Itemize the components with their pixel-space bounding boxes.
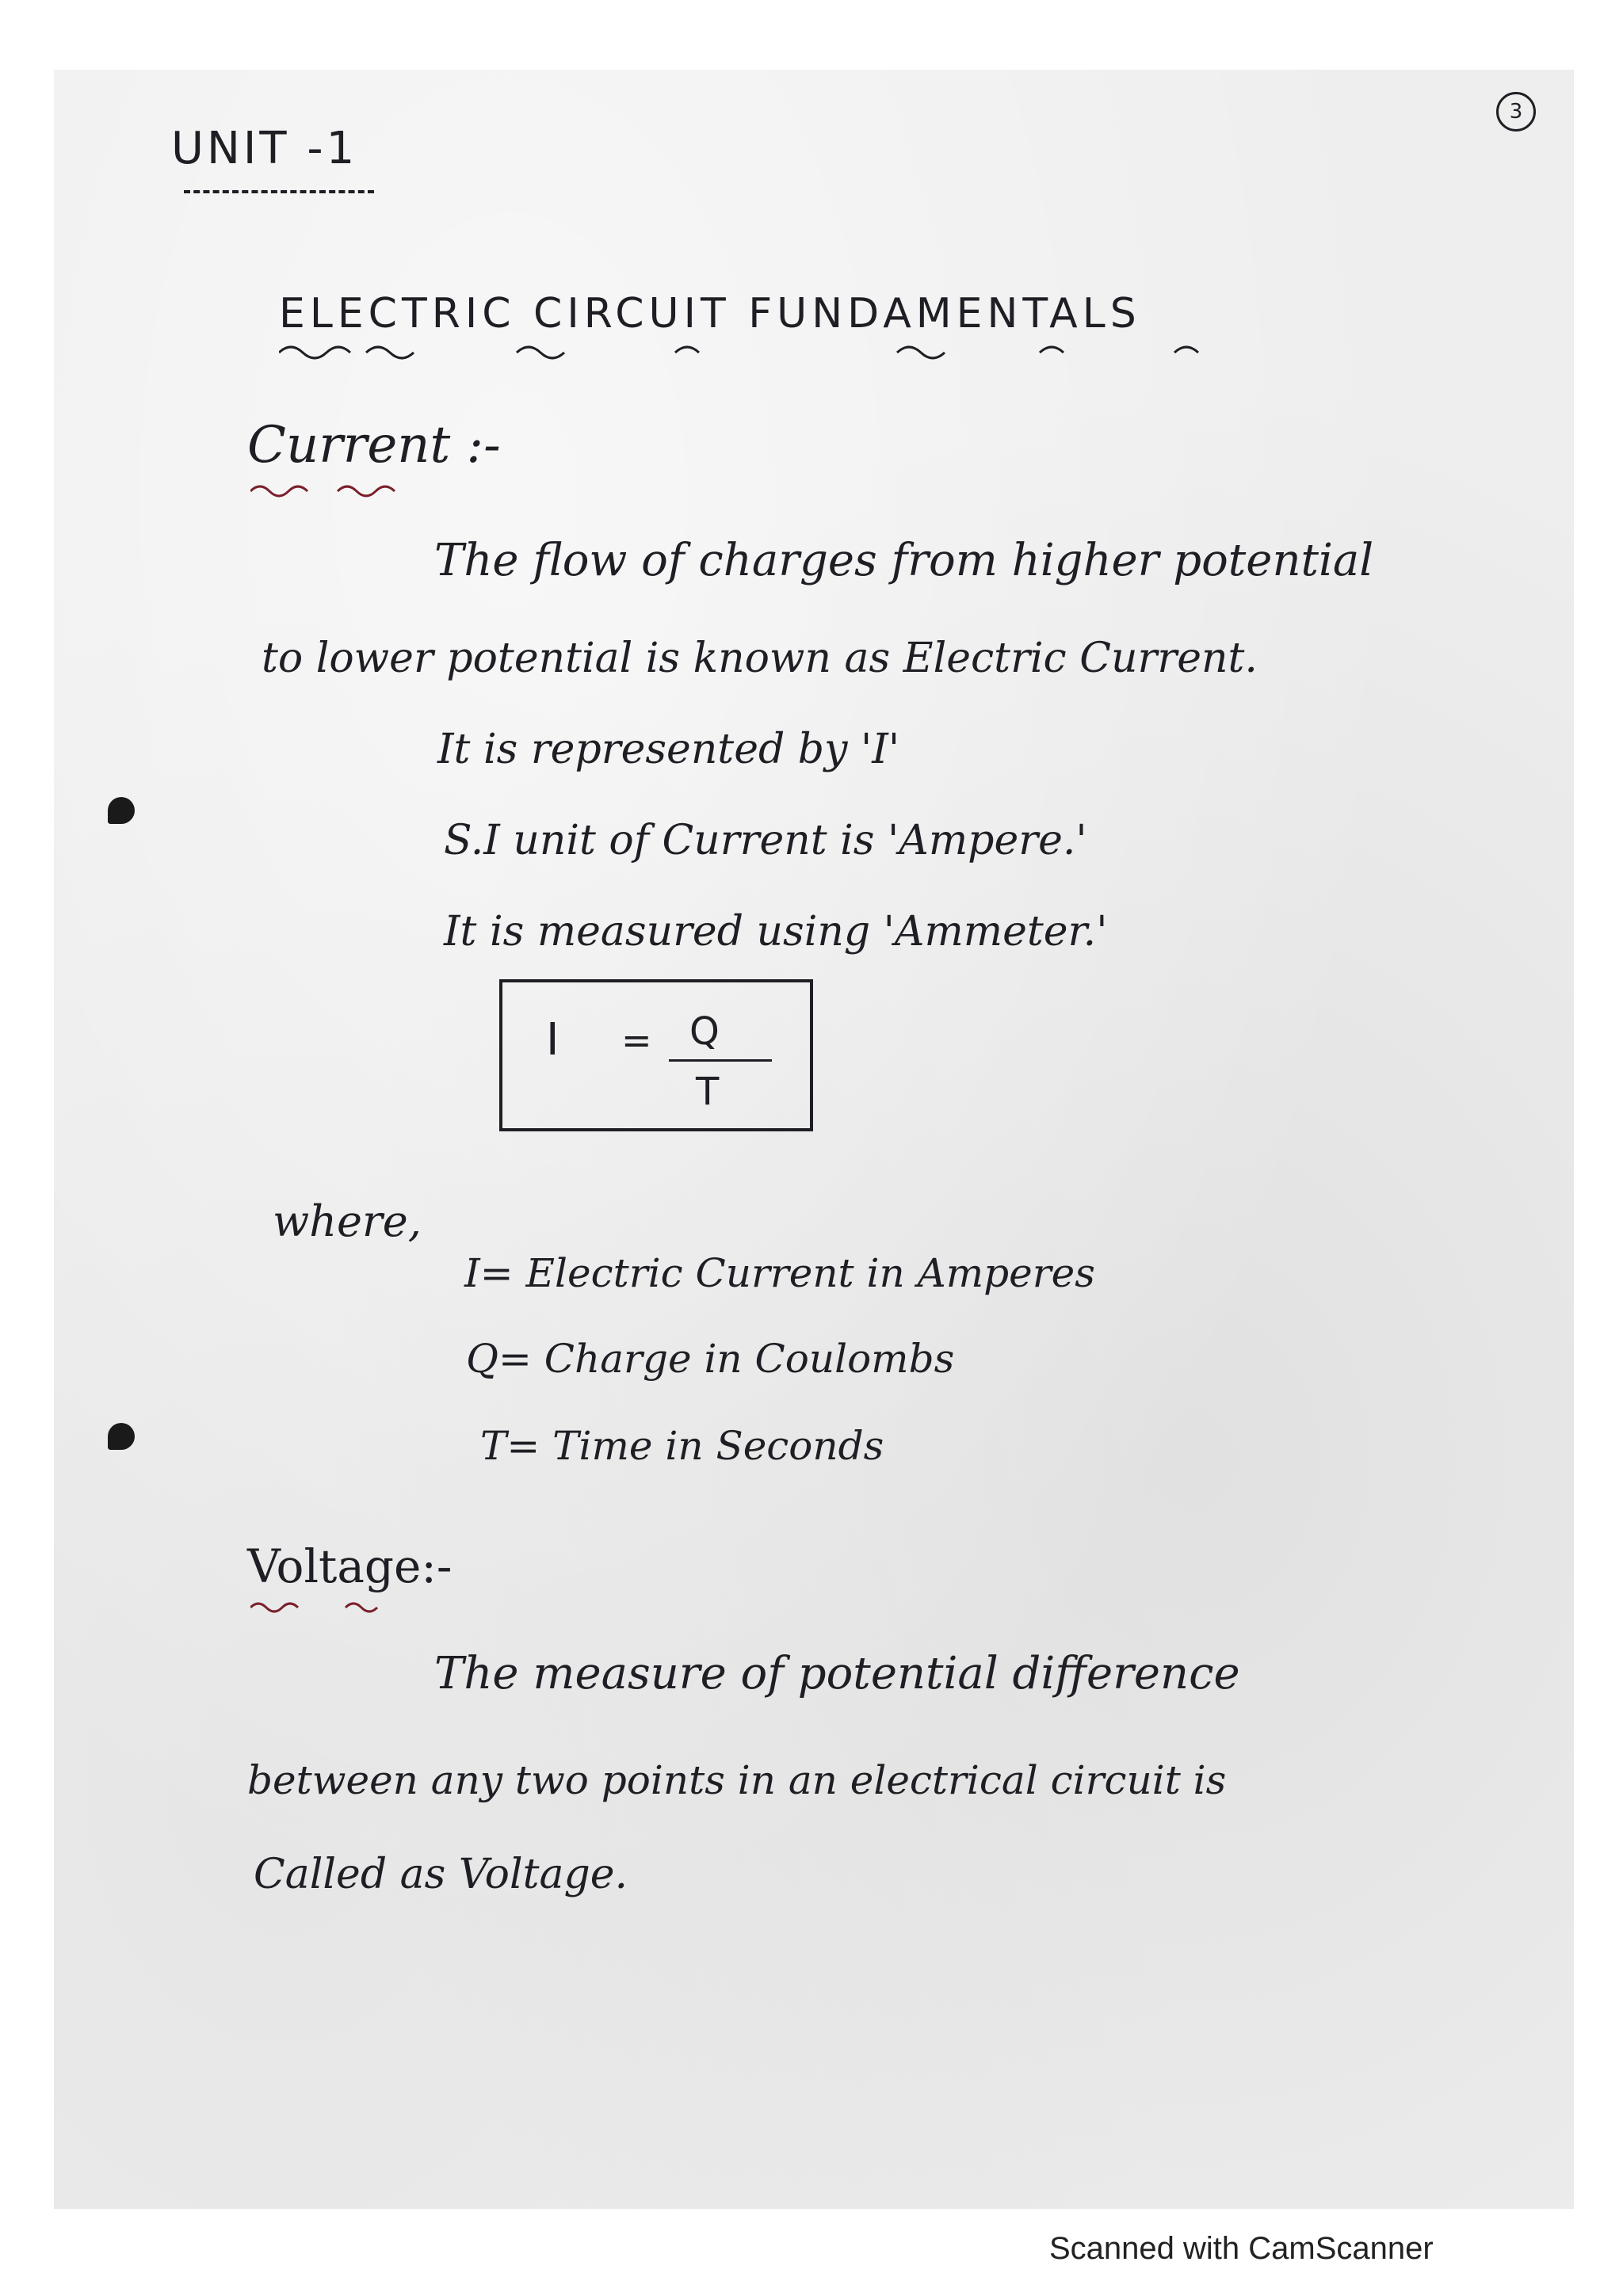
voltage-definition-line3: Called as Voltage. bbox=[254, 1851, 628, 1898]
voltage-definition-line2: between any two points in an electrical circuit is bbox=[247, 1757, 1227, 1803]
current-definition-line1: The flow of charges from higher potential bbox=[434, 535, 1374, 586]
current-point-represented: It is represented by 'I' bbox=[437, 726, 900, 773]
page-number: 3 bbox=[1509, 100, 1523, 124]
current-heading-squiggle bbox=[250, 479, 441, 503]
page-title: ELECTRIC CIRCUIT FUNDAMENTALS bbox=[279, 290, 1141, 338]
current-heading: Current :- bbox=[247, 416, 501, 475]
formula-fraction-bar bbox=[669, 1059, 772, 1062]
where-item: Q= Charge in Coulombs bbox=[466, 1336, 955, 1382]
where-item: T= Time in Seconds bbox=[480, 1423, 884, 1469]
scanner-watermark: Scanned with CamScanner bbox=[1049, 2231, 1434, 2266]
current-point-measured: It is measured using 'Ammeter.' bbox=[444, 908, 1108, 955]
formula-numerator: Q bbox=[689, 1009, 720, 1054]
current-formula-box bbox=[499, 979, 813, 1131]
formula-denominator: T bbox=[696, 1070, 720, 1114]
unit-heading-underline bbox=[184, 190, 374, 193]
page-number-badge bbox=[1496, 92, 1536, 132]
voltage-heading: Voltage:- bbox=[247, 1539, 453, 1593]
formula-equals: = bbox=[621, 1019, 652, 1062]
voltage-heading-squiggle bbox=[250, 1596, 425, 1619]
formula-lhs: I bbox=[546, 1014, 559, 1066]
where-item: I= Electric Current in Amperes bbox=[464, 1250, 1095, 1296]
binder-hole-top bbox=[108, 797, 135, 824]
voltage-definition-line1: The measure of potential difference bbox=[434, 1648, 1240, 1699]
current-definition-line2: to lower potential is known as Electric Current. bbox=[262, 635, 1258, 682]
where-label: where, bbox=[273, 1196, 422, 1246]
current-point-si-unit: S.I unit of Current is 'Ampere.' bbox=[444, 817, 1087, 864]
binder-hole-bottom bbox=[108, 1423, 135, 1450]
unit-heading: UNIT -1 bbox=[171, 123, 358, 174]
title-squiggle-underline bbox=[279, 337, 1277, 368]
